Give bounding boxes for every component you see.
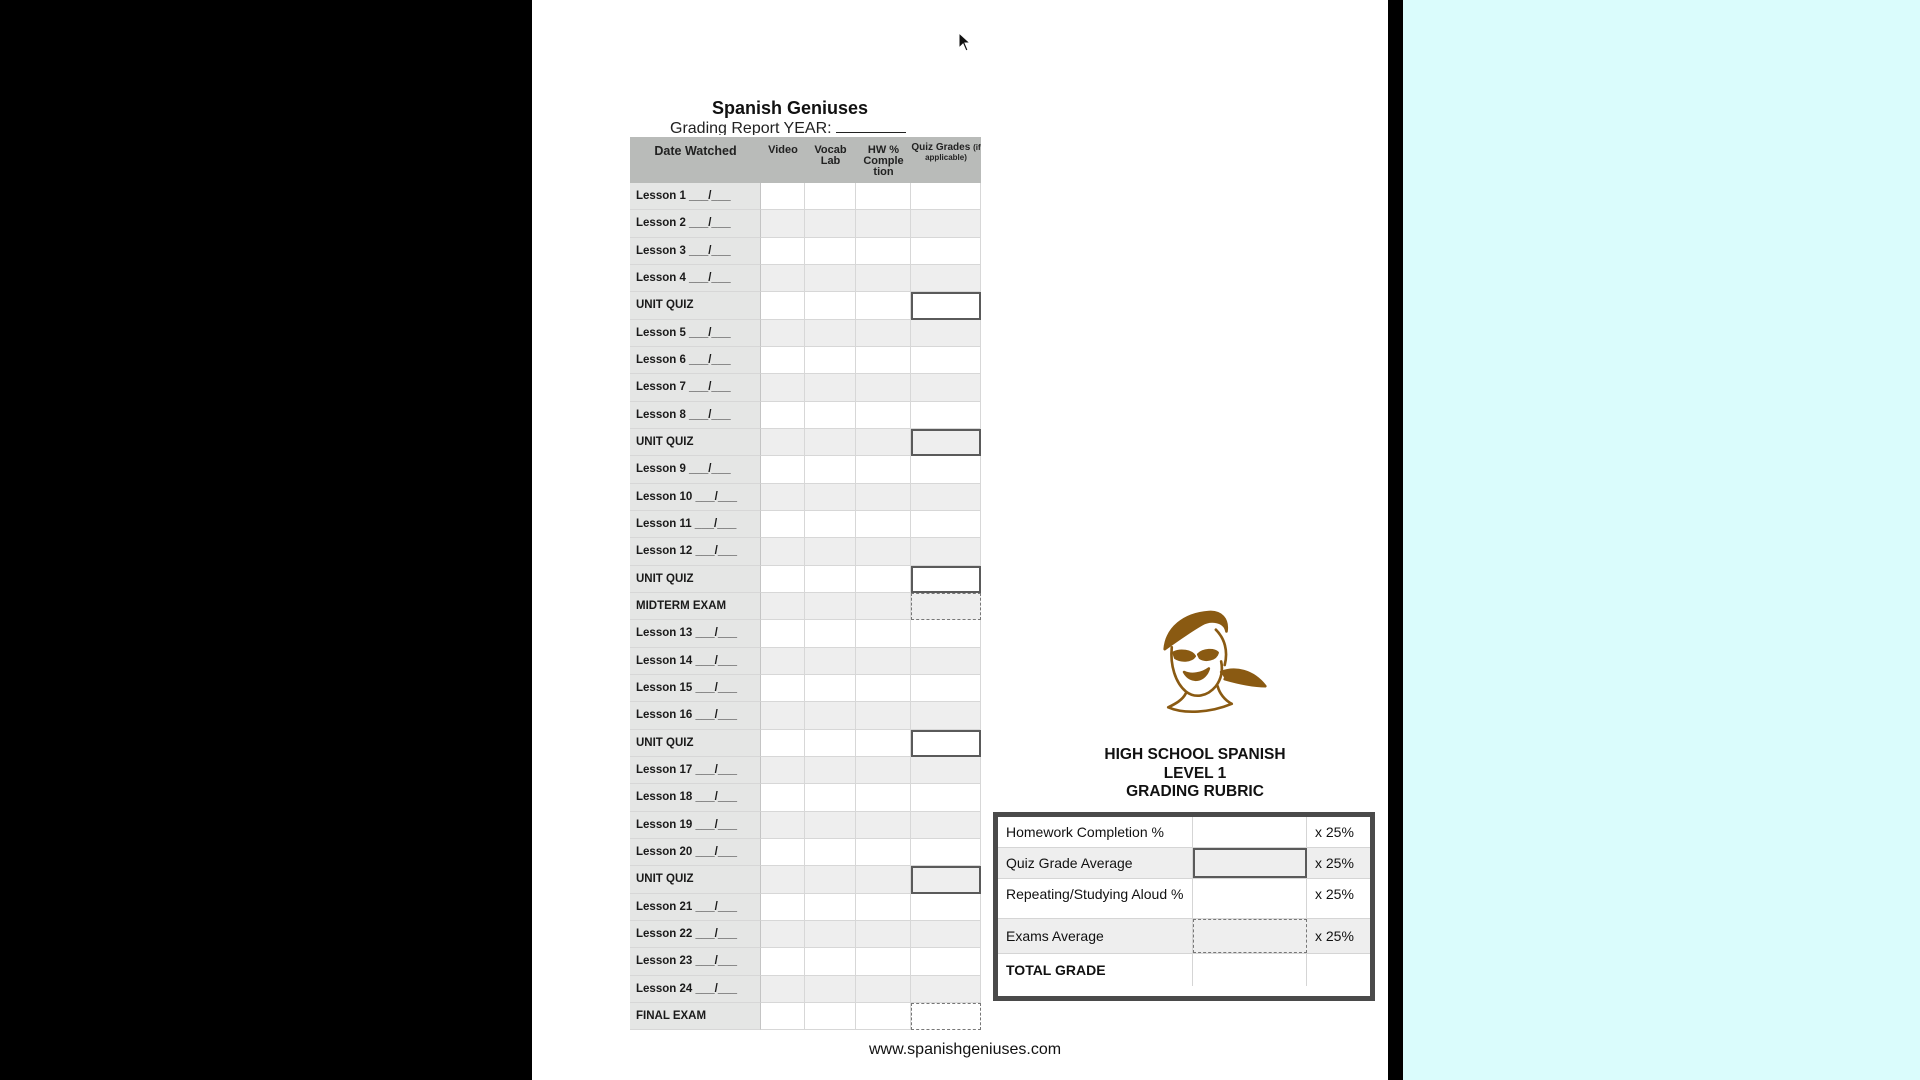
table-row [630,238,981,265]
vocab-lab-cell[interactable] [805,320,856,347]
row-label: Lesson 6 ___/___ [630,347,761,374]
table-row [630,702,981,729]
hw-completion-cell[interactable] [856,292,911,319]
table-row [630,456,981,483]
vocab-lab-cell[interactable] [805,484,856,511]
table-row [630,566,981,593]
rubric-row-homework [998,817,1370,848]
vocab-lab-cell[interactable] [805,948,856,975]
hw-completion-cell[interactable] [856,839,911,866]
row-label: Lesson 7 ___/___ [630,374,761,401]
vocab-lab-cell[interactable] [805,757,856,784]
video-cell[interactable] [761,784,805,811]
vocab-lab-cell[interactable] [805,538,856,565]
row-label: UNIT QUIZ [630,730,761,757]
quiz-grade-cell[interactable] [911,620,981,647]
table-row [630,402,981,429]
hw-completion-cell[interactable] [856,648,911,675]
table-row [630,976,981,1003]
hw-completion-cell[interactable] [856,238,911,265]
row-label: Lesson 15 ___/___ [630,675,761,702]
rubric-value-field[interactable] [1193,817,1307,847]
quiz-grade-cell[interactable] [911,921,981,948]
hw-completion-cell[interactable] [856,538,911,565]
vocab-lab-cell[interactable] [805,456,856,483]
vocab-lab-cell[interactable] [805,730,856,757]
year-blank [836,119,906,133]
row-label: UNIT QUIZ [630,566,761,593]
vocab-lab-cell[interactable] [805,921,856,948]
header-hw-completion: HW % Comple tion [863,144,904,178]
vocab-lab-cell[interactable] [805,894,856,921]
header-quiz-note: (if applicable) [925,143,981,162]
table-row [630,374,981,401]
quiz-grade-cell[interactable] [911,183,981,210]
row-label: Lesson 13 ___/___ [630,620,761,647]
vocab-lab-cell[interactable] [805,374,856,401]
quiz-grade-cell[interactable] [911,484,981,511]
hw-completion-cell[interactable] [856,894,911,921]
table-row [630,894,981,921]
rubric-weight: x 25% [1315,928,1354,944]
header-date-watched: Date Watched [654,144,737,158]
video-cell[interactable] [761,566,805,593]
footer-url[interactable]: www.spanishgeniuses.com [868,1041,1062,1058]
row-label: Lesson 10 ___/___ [630,484,761,511]
hw-completion-cell[interactable] [856,484,911,511]
vocab-lab-cell[interactable] [805,812,856,839]
row-label: Lesson 21 ___/___ [630,894,761,921]
quiz-grade-cell[interactable] [911,238,981,265]
hw-completion-cell[interactable] [856,757,911,784]
quiz-grade-cell[interactable] [911,566,981,593]
quiz-grade-cell[interactable] [911,511,981,538]
left-letterbox [0,0,532,1080]
row-label: UNIT QUIZ [630,292,761,319]
row-label: Lesson 18 ___/___ [630,784,761,811]
hw-completion-cell[interactable] [856,429,911,456]
header-quiz-grades [911,137,981,183]
video-cell[interactable] [761,265,805,292]
vocab-lab-cell[interactable] [805,292,856,319]
vocab-lab-cell[interactable] [805,620,856,647]
quiz-grade-cell[interactable] [911,866,981,893]
video-cell[interactable] [761,812,805,839]
table-row [630,921,981,948]
subtitle-text: Grading Report YEAR: [670,120,832,135]
hw-completion-cell[interactable] [856,265,911,292]
rubric-label: Homework Completion % [998,817,1193,847]
table-row [630,210,981,237]
rubric-label: Quiz Grade Average [998,848,1193,878]
video-cell[interactable] [761,921,805,948]
table-row [630,593,981,620]
rubric-title-line-1: HIGH SCHOOL SPANISH [1104,746,1286,763]
video-cell[interactable] [761,648,805,675]
rubric-row-repeating [998,879,1370,919]
hw-completion-cell[interactable] [856,320,911,347]
mouse-cursor-icon [958,32,972,52]
row-label: Lesson 1 ___/___ [630,183,761,210]
table-row [630,620,981,647]
document-subtitle [670,119,906,135]
rubric-row-total [998,954,1370,986]
hw-completion-cell[interactable] [856,347,911,374]
table-row [630,538,981,565]
rubric-weight: x 25% [1315,824,1354,840]
quiz-grade-cell[interactable] [911,757,981,784]
grading-table-body [630,183,981,1030]
grading-rubric-table [993,812,1375,1001]
row-label: UNIT QUIZ [630,429,761,456]
hw-completion-cell[interactable] [856,702,911,729]
quiz-grade-cell[interactable] [911,210,981,237]
table-row [630,292,981,319]
video-cell[interactable] [761,183,805,210]
rubric-label: Repeating/Studying Aloud % [998,879,1193,918]
row-label: Lesson 16 ___/___ [630,702,761,729]
header-quiz-grades-text: Quiz Grades [911,142,971,153]
table-row [630,784,981,811]
video-cell[interactable] [761,757,805,784]
vocab-lab-cell[interactable] [805,648,856,675]
video-cell[interactable] [761,374,805,401]
hw-completion-cell[interactable] [856,511,911,538]
vocab-lab-cell[interactable] [805,238,856,265]
hw-completion-cell[interactable] [856,812,911,839]
hw-completion-cell[interactable] [856,976,911,1003]
row-label: Lesson 23 ___/___ [630,948,761,975]
video-cell[interactable] [761,456,805,483]
vocab-lab-cell[interactable] [805,183,856,210]
hw-completion-cell[interactable] [856,456,911,483]
video-cell[interactable] [761,702,805,729]
video-cell[interactable] [761,1003,805,1030]
grading-table [630,137,981,1030]
hw-completion-cell[interactable] [856,866,911,893]
table-row [630,675,981,702]
rubric-value-field[interactable] [1193,954,1307,986]
rubric-label: TOTAL GRADE [998,954,1193,986]
row-label: UNIT QUIZ [630,866,761,893]
table-row [630,812,981,839]
row-label: Lesson 5 ___/___ [630,320,761,347]
quiz-grade-cell[interactable] [911,839,981,866]
quiz-grade-cell[interactable] [911,347,981,374]
table-row [630,265,981,292]
table-row [630,484,981,511]
rubric-row-quiz [998,848,1370,879]
video-cell[interactable] [761,976,805,1003]
row-label: Lesson 11 ___/___ [630,511,761,538]
quiz-grade-cell[interactable] [911,648,981,675]
quiz-grade-cell[interactable] [911,702,981,729]
vocab-lab-cell[interactable] [805,265,856,292]
video-cell[interactable] [761,511,805,538]
video-cell[interactable] [761,948,805,975]
video-cell[interactable] [761,894,805,921]
video-cell[interactable] [761,675,805,702]
quiz-grade-cell[interactable] [911,675,981,702]
table-row [630,1003,981,1030]
hw-completion-cell[interactable] [856,921,911,948]
rubric-value-field[interactable] [1193,848,1307,878]
vocab-lab-cell[interactable] [805,210,856,237]
hw-completion-cell[interactable] [856,566,911,593]
quiz-grade-cell[interactable] [911,784,981,811]
vocab-lab-cell[interactable] [805,347,856,374]
rubric-value-field[interactable] [1193,919,1307,953]
table-row [630,757,981,784]
hw-completion-cell[interactable] [856,183,911,210]
right-panel [1403,0,1920,1080]
video-cell[interactable] [761,210,805,237]
hw-completion-cell[interactable] [856,948,911,975]
hw-completion-cell[interactable] [856,374,911,401]
rubric-title-line-3: GRADING RUBRIC [1126,783,1264,800]
video-cell[interactable] [761,538,805,565]
quiz-grade-cell[interactable] [911,812,981,839]
row-label: Lesson 24 ___/___ [630,976,761,1003]
vocab-lab-cell[interactable] [805,566,856,593]
row-label: Lesson 12 ___/___ [630,538,761,565]
table-row [630,511,981,538]
rubric-title [1060,746,1330,802]
table-row [630,183,981,210]
video-cell[interactable] [761,292,805,319]
rubric-weight: x 25% [1315,886,1354,902]
row-label: Lesson 8 ___/___ [630,402,761,429]
vocab-lab-cell[interactable] [805,976,856,1003]
vocab-lab-cell[interactable] [805,866,856,893]
quiz-grade-cell[interactable] [911,948,981,975]
rubric-weight: x 25% [1315,855,1354,871]
grading-table-header [630,137,981,183]
table-row [630,347,981,374]
row-label: Lesson 20 ___/___ [630,839,761,866]
quiz-grade-cell[interactable] [911,730,981,757]
hw-completion-cell[interactable] [856,730,911,757]
row-label: FINAL EXAM [630,1003,761,1030]
quiz-grade-cell[interactable] [911,894,981,921]
quiz-grade-cell[interactable] [911,456,981,483]
video-cell[interactable] [761,839,805,866]
table-row [630,648,981,675]
quiz-grade-cell[interactable] [911,1003,981,1030]
row-label: Lesson 9 ___/___ [630,456,761,483]
header-video: Video [768,144,798,156]
cartoon-woman-glasses-ponytail-icon [1140,590,1290,740]
header-vocab-lab-text: Vocab Lab [814,144,847,167]
quiz-grade-cell[interactable] [911,593,981,620]
table-row [630,730,981,757]
row-label: Lesson 3 ___/___ [630,238,761,265]
hw-completion-cell[interactable] [856,402,911,429]
video-cell[interactable] [761,484,805,511]
video-cell[interactable] [761,320,805,347]
vocab-lab-cell[interactable] [805,593,856,620]
vocab-lab-cell[interactable] [805,784,856,811]
vocab-lab-cell[interactable] [805,402,856,429]
hw-completion-cell[interactable] [856,210,911,237]
row-label: MIDTERM EXAM [630,593,761,620]
table-row [630,429,981,456]
row-label: Lesson 17 ___/___ [630,757,761,784]
row-label: Lesson 2 ___/___ [630,210,761,237]
vocab-lab-cell[interactable] [805,702,856,729]
video-cell[interactable] [761,593,805,620]
table-row [630,948,981,975]
table-row [630,866,981,893]
rubric-label: Exams Average [998,919,1193,953]
hw-completion-cell[interactable] [856,784,911,811]
table-row [630,320,981,347]
vocab-lab-cell[interactable] [805,1003,856,1030]
video-cell[interactable] [761,347,805,374]
quiz-grade-cell[interactable] [911,374,981,401]
quiz-grade-cell[interactable] [911,320,981,347]
table-row [630,839,981,866]
hw-completion-cell[interactable] [856,675,911,702]
row-label: Lesson 19 ___/___ [630,812,761,839]
quiz-grade-cell[interactable] [911,538,981,565]
right-divider [1388,0,1404,1080]
quiz-grade-cell[interactable] [911,402,981,429]
row-label: Lesson 14 ___/___ [630,648,761,675]
quiz-grade-cell[interactable] [911,265,981,292]
rubric-title-line-2: LEVEL 1 [1163,764,1227,782]
video-cell[interactable] [761,620,805,647]
quiz-grade-cell[interactable] [911,976,981,1003]
rubric-value-field[interactable] [1193,879,1307,918]
row-label: Lesson 4 ___/___ [630,265,761,292]
hw-completion-cell[interactable] [856,1003,911,1030]
video-cell[interactable] [761,238,805,265]
rubric-row-exams [998,919,1370,954]
row-label: Lesson 22 ___/___ [630,921,761,948]
hw-completion-cell[interactable] [856,620,911,647]
hw-completion-cell[interactable] [856,593,911,620]
vocab-lab-cell[interactable] [805,429,856,456]
video-cell[interactable] [761,429,805,456]
video-cell[interactable] [761,730,805,757]
quiz-grade-cell[interactable] [911,429,981,456]
video-cell[interactable] [761,866,805,893]
vocab-lab-cell[interactable] [805,675,856,702]
document-title: Spanish Geniuses [711,98,869,118]
vocab-lab-cell[interactable] [805,511,856,538]
video-cell[interactable] [761,402,805,429]
vocab-lab-cell[interactable] [805,839,856,866]
header-vocab-lab [805,137,856,183]
quiz-grade-cell[interactable] [911,292,981,319]
rubric-weight [1307,954,1370,986]
